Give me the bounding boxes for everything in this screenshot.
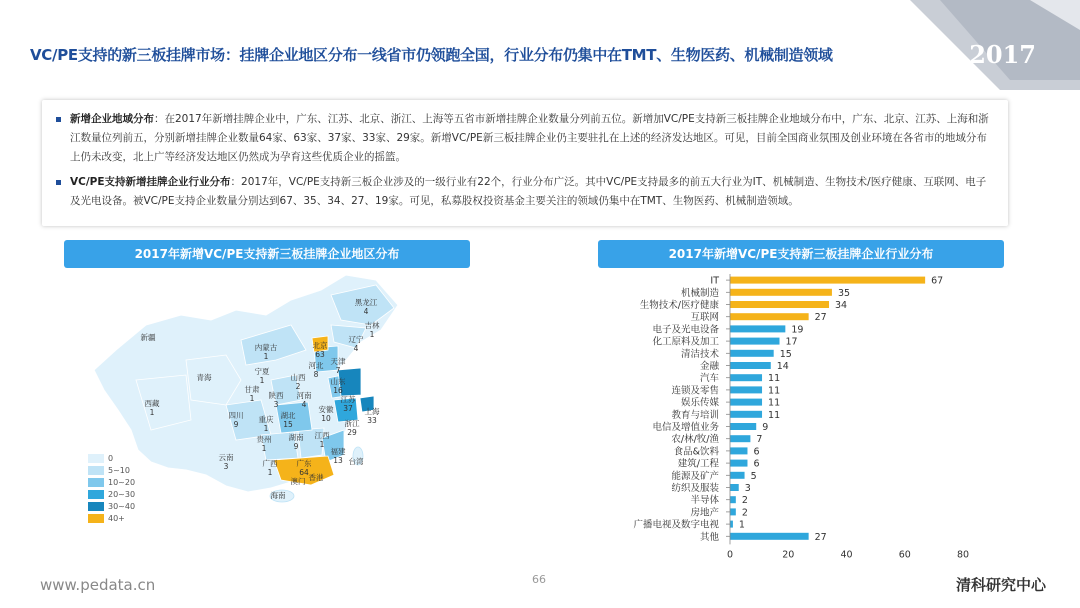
bar-value-label: 2 xyxy=(741,495,748,507)
map-region-value: 4 xyxy=(353,344,359,353)
bar xyxy=(730,289,832,296)
category-label: 半导体 xyxy=(690,495,719,507)
bar xyxy=(730,350,774,357)
bar-value-label: 14 xyxy=(776,361,789,372)
bullet-text: ：在2017年新增挂牌企业中，广东、江苏、北京、浙江、上海等五省市新增挂牌企业数量分列前五位。新增加VC/PE支持新三板挂牌企业地域分布中，广东、北京、江苏、上海和浙江数量位列前五，分别新增挂牌企业数量64家、63家、37家、33家、29家。新增VC/PE新三板挂牌企业仍主要驻扎在上述的经济发达地区。可见，目前全国商业氛围及创业环境在各省市的地域分布上仍未改变，北上广等经济发达地区仍然成为孕育这些优质企业的摇篮。 xyxy=(70,113,989,163)
map-region-value: 2 xyxy=(295,382,301,391)
map-region-value: 1 xyxy=(369,330,375,339)
bar-value-label: 1 xyxy=(738,519,745,531)
bar xyxy=(730,362,771,369)
map-region-value: 1 xyxy=(261,444,267,453)
bar xyxy=(730,533,809,540)
chart-panel-title: 2017年新增VC/PE支持新三板挂牌企业行业分布 xyxy=(598,240,1004,268)
legend-swatch xyxy=(88,478,104,487)
map-region-value: 10 xyxy=(321,414,331,423)
bullet-industry xyxy=(56,173,992,211)
map-region-label: 甘肃 xyxy=(244,385,260,394)
map-region-label: 贵州 xyxy=(256,435,272,444)
bar-value-label: 27 xyxy=(814,531,827,543)
bar-value-label: 6 xyxy=(753,458,760,470)
map-region-label: 湖南 xyxy=(288,433,304,442)
category-label: 食品&饮料 xyxy=(673,446,719,458)
legend-label: 5~10 xyxy=(108,465,130,475)
map-region-label: 内蒙古 xyxy=(254,343,278,352)
bar xyxy=(730,338,780,345)
category-label: 生物技术/医疗健康 xyxy=(639,300,719,311)
category-label: 农/林/牧/渔 xyxy=(671,434,719,446)
bar-value-label: 11 xyxy=(768,397,781,409)
bar-value-label: 35 xyxy=(837,287,851,299)
map-region-label: 青海 xyxy=(196,373,212,382)
map-region-label: 辽宁 xyxy=(348,335,364,344)
category-label: 金融 xyxy=(699,361,719,372)
map-region-label: 浙江 xyxy=(344,419,360,428)
legend-item xyxy=(88,464,135,476)
category-label: 娱乐传媒 xyxy=(680,397,719,409)
category-label: 汽车 xyxy=(699,373,719,385)
bar xyxy=(730,374,762,381)
map-region-value: 37 xyxy=(343,404,353,413)
map-region-label: 台湾 xyxy=(348,457,364,466)
category-label: 其他 xyxy=(699,531,719,543)
legend-label: 20~30 xyxy=(108,489,136,499)
bar xyxy=(730,423,756,430)
bar xyxy=(730,411,762,418)
map-region-label: 海南 xyxy=(270,491,286,500)
map-region-label: 云南 xyxy=(218,453,234,462)
map-region-label: 陕西 xyxy=(268,391,284,400)
bar xyxy=(730,301,829,308)
bar-value-label: 15 xyxy=(779,348,792,360)
map-region-value: 3 xyxy=(273,400,279,409)
map-region-label: 吉林 xyxy=(364,321,380,330)
map-region-value: 1 xyxy=(249,394,255,403)
map-region-label: 上海 xyxy=(364,407,380,416)
legend-swatch xyxy=(88,514,104,523)
map-region-value: 1 xyxy=(319,440,325,449)
industry-bar-chart xyxy=(590,270,1010,570)
map-region-value: 1 xyxy=(149,408,155,417)
category-label: 能源及矿产 xyxy=(671,470,719,482)
map-region-value: 1 xyxy=(259,376,265,385)
legend-item xyxy=(88,476,135,488)
map-region-value: 3 xyxy=(223,462,229,471)
map-region-label: 江苏 xyxy=(340,395,356,404)
map-region-value: 15 xyxy=(283,420,293,429)
bar xyxy=(730,521,733,528)
legend-swatch xyxy=(88,454,104,463)
map-region-label: 河南 xyxy=(296,391,312,400)
category-label: 教育与培训 xyxy=(671,409,719,421)
page-title: VC/PE支持的新三板挂牌市场：挂牌企业地区分布一线省市仍领跑全国，行业分布仍集中在TMT、生物医药、机械制造领域 xyxy=(30,46,833,64)
bar xyxy=(730,508,736,515)
brand-logo: 清科研究中心 xyxy=(955,576,1046,594)
x-tick-label: 60 xyxy=(898,549,911,561)
summary-box xyxy=(42,100,1008,226)
map-region-label: 广西 xyxy=(262,459,278,468)
map-region-label: 澳门 xyxy=(290,477,306,486)
category-label: 电信及增值业务 xyxy=(652,422,719,433)
map-region-label: 宁夏 xyxy=(254,367,270,376)
map-region-label: 黑龙江 xyxy=(354,298,378,307)
map-region-value: 7 xyxy=(335,366,341,375)
map-region-label: 山西 xyxy=(290,373,306,382)
map-region-label: 江西 xyxy=(314,431,330,440)
bullet-square-icon xyxy=(56,117,61,122)
x-tick-label: 40 xyxy=(840,549,853,561)
bar xyxy=(730,277,925,284)
legend-label: 30~40 xyxy=(108,501,136,511)
map-region-value: 4 xyxy=(363,307,369,316)
category-label: 机械制造 xyxy=(680,287,719,299)
bar-value-label: 5 xyxy=(750,470,757,482)
map-region-label: 香港 xyxy=(308,473,324,482)
category-label: 连锁及零售 xyxy=(671,385,719,397)
footer-url[interactable]: www.pedata.cn xyxy=(40,576,156,594)
legend-label: 40+ xyxy=(108,513,125,523)
bar-value-label: 9 xyxy=(762,422,769,433)
category-label: 纺织及服装 xyxy=(671,483,719,494)
category-label: 互联网 xyxy=(690,312,719,324)
map-region-label: 北京 xyxy=(312,341,328,350)
map-region-value: 9 xyxy=(233,420,239,429)
bar xyxy=(730,484,739,491)
bullet-square-icon xyxy=(56,180,61,185)
category-label: 建筑/工程 xyxy=(677,458,719,470)
bar xyxy=(730,399,762,406)
category-label: 房地产 xyxy=(690,507,719,519)
map-region-value: 4 xyxy=(301,400,307,409)
legend-swatch xyxy=(88,466,104,475)
category-label: 电子及光电设备 xyxy=(652,324,719,336)
year-badge: 2017 xyxy=(969,40,1036,69)
bullet-heading: 新增企业地域分布 xyxy=(70,113,154,125)
map-region-label: 四川 xyxy=(228,411,244,420)
map-region-label: 新疆 xyxy=(140,333,156,342)
map-region-value: 64 xyxy=(299,468,309,477)
x-tick-label: 80 xyxy=(956,549,970,561)
page-number: 66 xyxy=(532,573,546,586)
map-region-label: 安徽 xyxy=(318,405,334,414)
legend-item xyxy=(88,512,135,524)
map-region-value: 63 xyxy=(315,350,325,359)
map-legend xyxy=(88,452,135,524)
bar-value-label: 34 xyxy=(835,300,848,311)
bullet-heading: VC/PE支持新增挂牌企业行业分布 xyxy=(70,176,231,188)
legend-label: 10~20 xyxy=(108,477,136,487)
category-label: IT xyxy=(710,275,719,287)
bar-value-label: 11 xyxy=(768,409,781,421)
x-tick-label: 20 xyxy=(782,549,795,561)
map-region-value: 16 xyxy=(333,386,343,395)
bar-value-label: 11 xyxy=(768,385,781,397)
x-tick-label: 0 xyxy=(726,549,734,561)
map-region-value: 9 xyxy=(293,442,299,451)
category-label: 广播电视及数字电视 xyxy=(633,519,719,531)
bar xyxy=(730,460,747,467)
map-region-label: 河北 xyxy=(308,361,324,370)
bullet-region xyxy=(56,110,992,167)
legend-item xyxy=(88,488,135,500)
bar xyxy=(730,435,750,442)
map-region-value: 13 xyxy=(333,456,343,465)
bar-value-label: 7 xyxy=(756,434,763,446)
map-region-value: 33 xyxy=(367,416,377,425)
bar-value-label: 27 xyxy=(814,312,827,324)
bar-value-label: 3 xyxy=(744,483,751,494)
bar-value-label: 11 xyxy=(768,373,781,385)
map-region-value: 1 xyxy=(263,424,269,433)
bar xyxy=(730,313,809,320)
map-region-value: 1 xyxy=(267,468,273,477)
legend-item xyxy=(88,452,135,464)
bar-value-label: 19 xyxy=(791,324,804,336)
legend-swatch xyxy=(88,502,104,511)
bar xyxy=(730,496,736,503)
bar xyxy=(730,386,762,393)
map-region-value: 1 xyxy=(263,352,269,361)
map-region-label: 湖北 xyxy=(280,411,296,420)
legend-swatch xyxy=(88,490,104,499)
map-region-value: 8 xyxy=(313,370,319,379)
map-region-label: 山东 xyxy=(330,377,346,386)
map-region-label: 天津 xyxy=(330,357,346,366)
map-region-label: 西藏 xyxy=(144,399,160,408)
bar xyxy=(730,325,785,332)
map-region-label: 重庆 xyxy=(258,415,274,424)
map-panel-title: 2017年新增VC/PE支持新三板挂牌企业地区分布 xyxy=(64,240,470,268)
map-region-label: 福建 xyxy=(330,447,346,456)
bar-value-label: 6 xyxy=(753,446,760,458)
legend-item xyxy=(88,500,135,512)
bar-value-label: 2 xyxy=(741,507,748,519)
bullet-text: ：2017年，VC/PE支持新三板企业涉及的一级行业有22个，行业分布广泛。其中VC/PE支持最多的前五大行业为IT、机械制造、生物技术/医疗健康、互联网、电子及光电设备。被VC/PE支持企业数量分别达到67、35、34、27、19家。可见，私募股权投资基金主要关注的领域仍集中在TMT、生物医药、机械制造领域。 xyxy=(70,176,987,207)
map-region-value: 29 xyxy=(347,428,357,437)
map-region-label: 广东 xyxy=(296,459,312,468)
category-label: 化工原料及加工 xyxy=(652,336,719,348)
category-label: 清洁技术 xyxy=(680,348,719,360)
bar-value-label: 17 xyxy=(785,336,798,348)
bar xyxy=(730,472,745,479)
legend-label: 0 xyxy=(108,453,114,463)
bar xyxy=(730,447,747,454)
bar-value-label: 67 xyxy=(931,275,944,287)
